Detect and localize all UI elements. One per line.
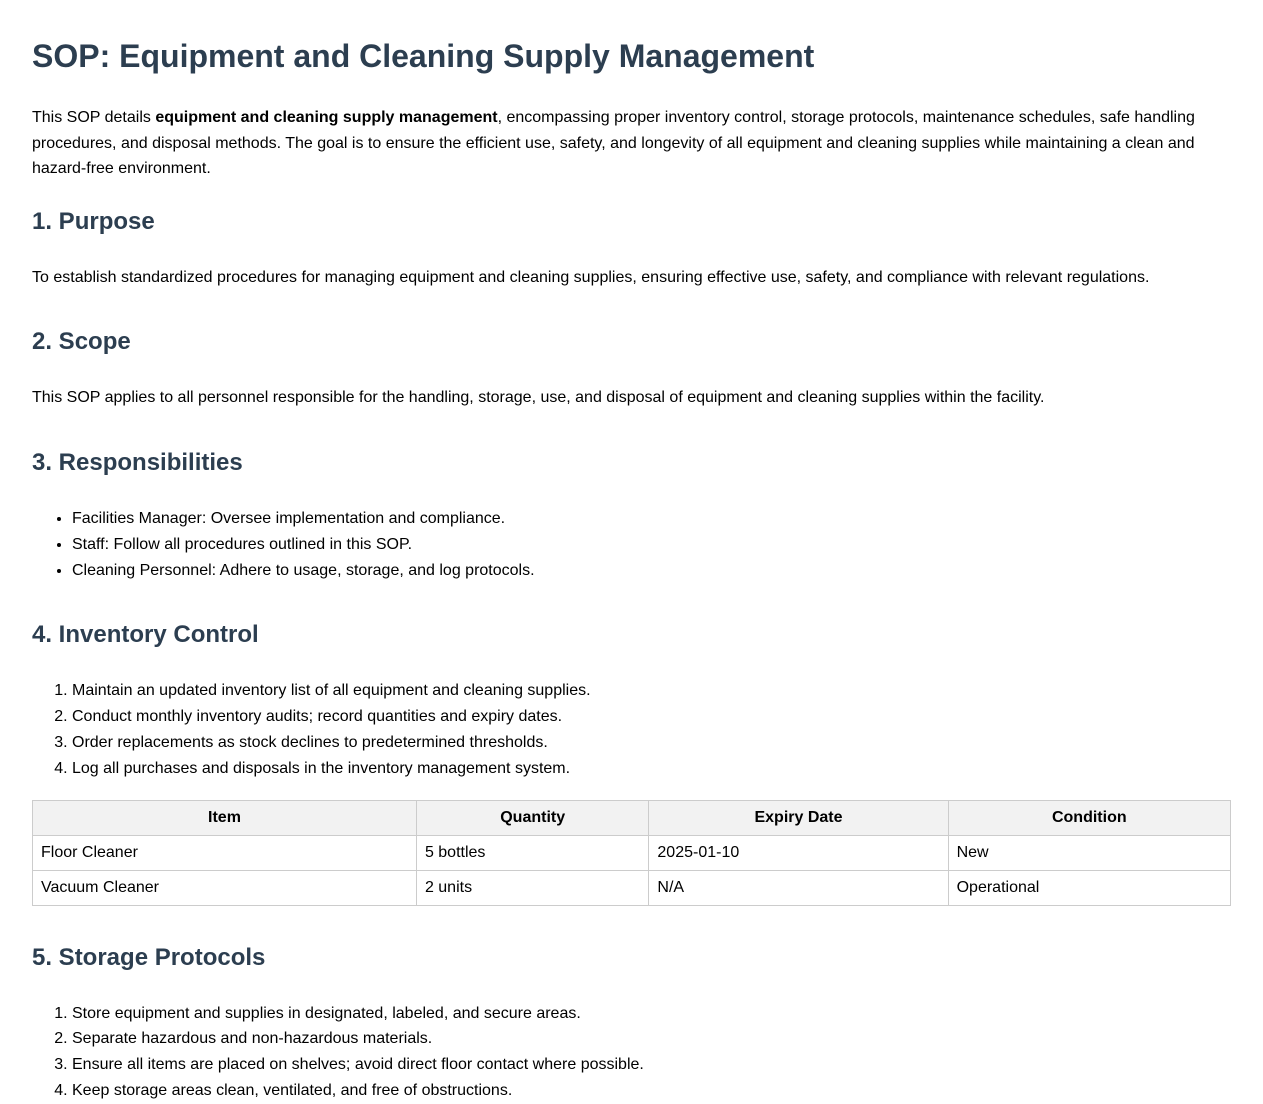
list-item: 3. Order replacements as stock declines to predetermined thresholds. bbox=[72, 730, 1231, 756]
column-header-condition: Condition bbox=[948, 800, 1230, 835]
intro-suffix: , encompassing proper inventory control, storage protocols, maintenance schedules, safe handling procedures, and disposal methods. The goal is to ensure the efficient use, safety, and longevity of all equipment and cleaning supplies while maintaining a clean and hazard-free environment. bbox=[32, 109, 1195, 178]
table-cell: 2 units bbox=[416, 870, 648, 905]
storage-list bbox=[32, 1001, 1231, 1104]
table-cell: 2025-01-10 bbox=[649, 835, 948, 870]
list-item: • Staff: Follow all procedures outlined in this SOP. bbox=[72, 532, 1231, 558]
table-cell: N/A bbox=[649, 870, 948, 905]
document-content bbox=[32, 0, 1231, 1104]
table-cell: Operational bbox=[948, 870, 1230, 905]
list-item: 4. Log all purchases and disposals in the inventory management system. bbox=[72, 756, 1231, 782]
list-item: 4. Keep storage areas clean, ventilated, and free of obstructions. bbox=[72, 1078, 1231, 1104]
list-item: 2. Separate hazardous and non-hazardous materials. bbox=[72, 1026, 1231, 1052]
list-item: 1. Maintain an updated inventory list of all equipment and cleaning supplies. bbox=[72, 678, 1231, 704]
intro-bold: equipment and cleaning supply management bbox=[155, 109, 498, 126]
inventory-table bbox=[32, 800, 1231, 906]
table-row bbox=[33, 835, 1231, 870]
table-header-row bbox=[33, 800, 1231, 835]
list-item: 2. Conduct monthly inventory audits; record quantities and expiry dates. bbox=[72, 704, 1231, 730]
responsibilities-heading: 3. Responsibilities bbox=[32, 448, 243, 476]
responsibilities-list bbox=[32, 506, 1231, 583]
page-title: SOP: Equipment and Cleaning Supply Management bbox=[32, 38, 815, 74]
table-cell: 5 bottles bbox=[416, 835, 648, 870]
column-header-quantity: Quantity bbox=[416, 800, 648, 835]
list-item: • Facilities Manager: Oversee implementation and compliance. bbox=[72, 506, 1231, 532]
intro-paragraph bbox=[32, 105, 1231, 182]
table-row bbox=[33, 870, 1231, 905]
list-item: 3. Ensure all items are placed on shelves; avoid direct floor contact where possible. bbox=[72, 1052, 1231, 1078]
table-cell: Vacuum Cleaner bbox=[33, 870, 417, 905]
storage-heading: 5. Storage Protocols bbox=[32, 943, 266, 971]
scope-heading: 2. Scope bbox=[32, 328, 131, 356]
table-cell: Floor Cleaner bbox=[33, 835, 417, 870]
scope-text: This SOP applies to all personnel responsible for the handling, storage, use, and disposal of equipment and cleaning supplies within the facility. bbox=[32, 389, 1045, 407]
column-header-item: Item bbox=[33, 800, 417, 835]
table-cell: New bbox=[948, 835, 1230, 870]
purpose-heading: 1. Purpose bbox=[32, 207, 155, 235]
column-header-expiry-date: Expiry Date bbox=[649, 800, 948, 835]
intro-prefix: This SOP details bbox=[32, 109, 156, 126]
inventory-list bbox=[32, 678, 1231, 781]
list-item: 1. Store equipment and supplies in designated, labeled, and secure areas. bbox=[72, 1001, 1231, 1027]
list-item: • Cleaning Personnel: Adhere to usage, storage, and log protocols. bbox=[72, 558, 1231, 584]
purpose-text: To establish standardized procedures for managing equipment and cleaning supplies, ensuring effective use, safety, and compliance with relevant regulations. bbox=[32, 268, 1150, 286]
inventory-heading: 4. Inventory Control bbox=[32, 621, 259, 649]
